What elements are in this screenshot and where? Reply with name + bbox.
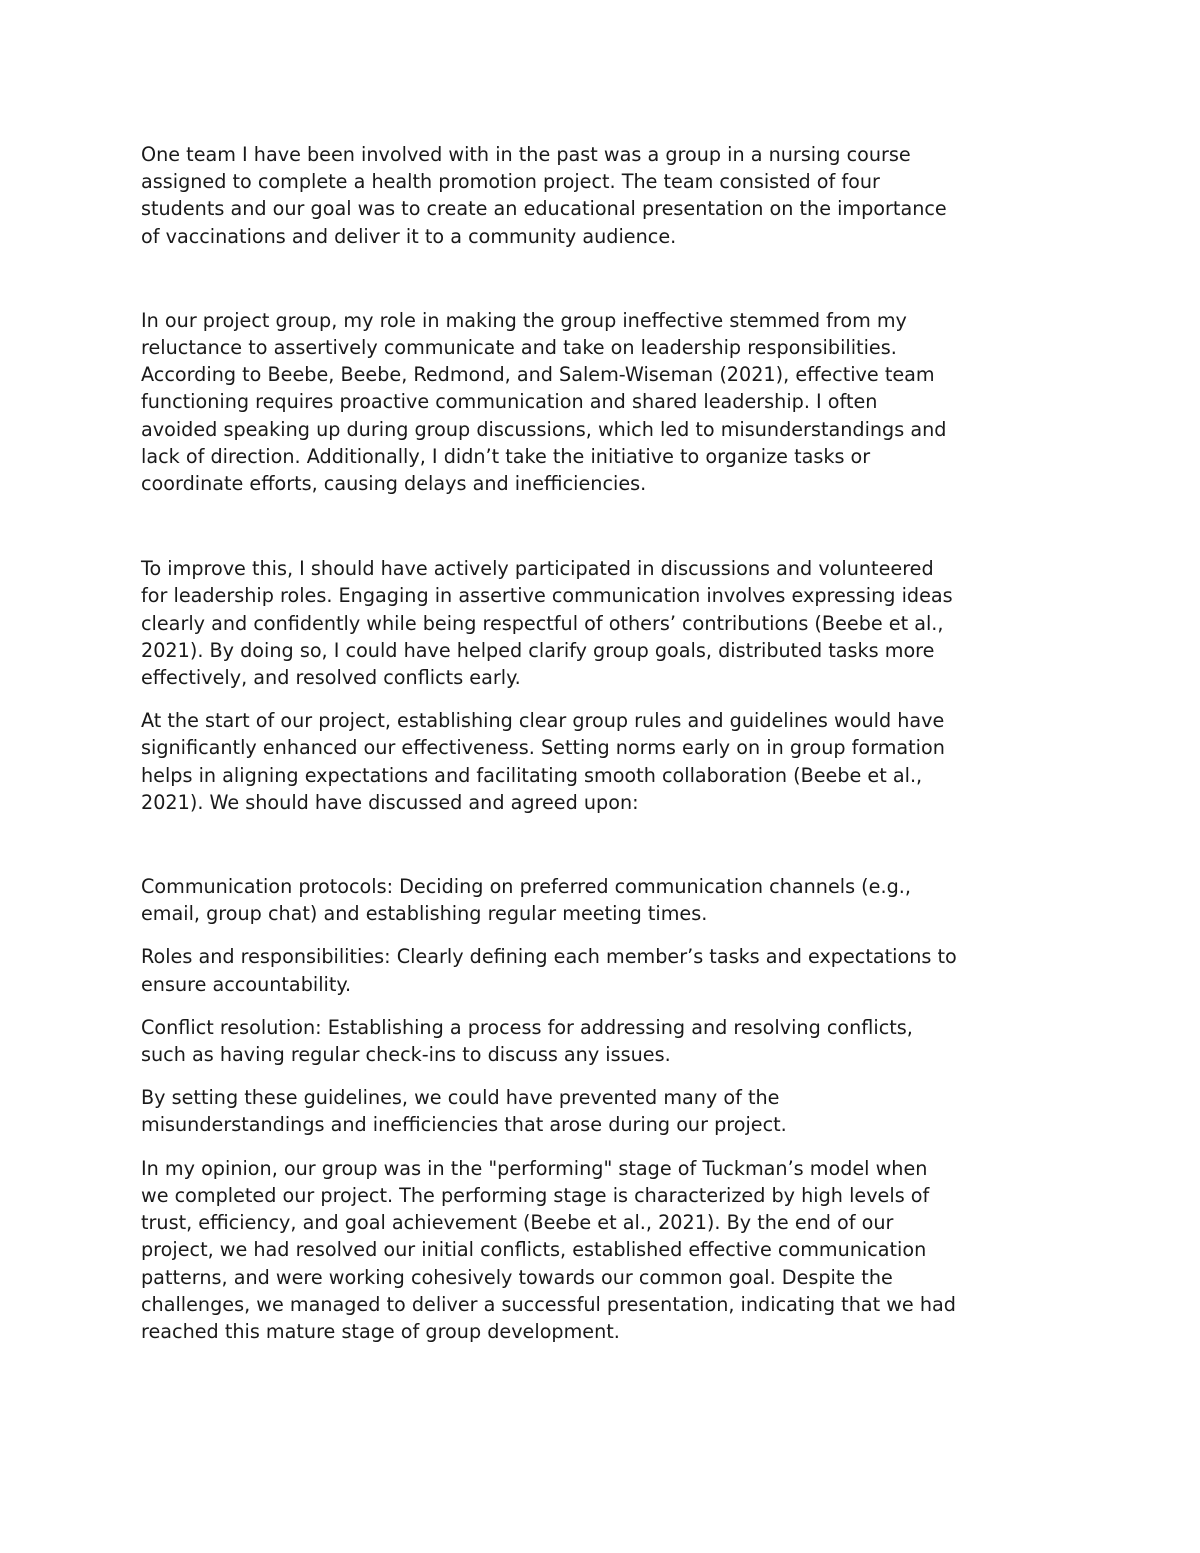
- text-line: for leadership roles. Engaging in assertive communication involves expressing ideas: [141, 584, 953, 608]
- text-line: challenges, we managed to deliver a successful presentation, indicating that we had: [141, 1292, 956, 1316]
- text-line: patterns, and were working cohesively towards our common goal. Despite the: [141, 1265, 893, 1289]
- text-line: email, group chat) and establishing regular meeting times.: [141, 902, 708, 926]
- text-line: misunderstandings and inefficiencies that arose during our project.: [141, 1113, 787, 1137]
- text-line: of vaccinations and deliver it to a community audience.: [141, 224, 677, 248]
- text-line: clearly and confidently while being respectful of others’ contributions (Beebe et al.,: [141, 611, 944, 635]
- paragraph-guidelines-outcome: [141, 1084, 1061, 1138]
- text-line: Communication protocols: Deciding on preferred communication channels (e.g.,: [141, 875, 911, 899]
- paragraph-tuckman-stage: [141, 1155, 1061, 1345]
- text-line: 2021). By doing so, I could have helped clarify group goals, distributed tasks more: [141, 638, 935, 662]
- text-line: reached this mature stage of group development.: [141, 1319, 620, 1343]
- text-line: Conflict resolution: Establishing a process for addressing and resolving conflicts,: [141, 1015, 913, 1039]
- text-line: effectively, and resolved conflicts early.: [141, 666, 521, 690]
- text-line: functioning requires proactive communication and shared leadership. I often: [141, 390, 878, 414]
- text-line: reluctance to assertively communicate and take on leadership responsibilities.: [141, 336, 897, 360]
- paragraph-communication-protocols: [141, 873, 1061, 927]
- paragraph-roles-responsibilities: [141, 943, 1061, 997]
- paragraph-group-rules: [141, 707, 1061, 816]
- text-line: project, we had resolved our initial conflicts, established effective communication: [141, 1238, 927, 1262]
- text-line: trust, efficiency, and goal achievement (Beebe et al., 2021). By the end of our: [141, 1211, 894, 1235]
- text-line: Roles and responsibilities: Clearly defining each member’s tasks and expectations to: [141, 945, 957, 969]
- text-line: ensure accountability.: [141, 972, 352, 996]
- text-line: such as having regular check-ins to discuss any issues.: [141, 1043, 671, 1067]
- text-line: students and our goal was to create an educational presentation on the importance: [141, 197, 947, 221]
- text-line: assigned to complete a health promotion project. The team consisted of four: [141, 170, 880, 194]
- document-body: [141, 141, 1061, 1345]
- text-line: lack of direction. Additionally, I didn’t take the initiative to organize tasks or: [141, 444, 871, 468]
- text-line: In my opinion, our group was in the "performing" stage of Tuckman’s model when: [141, 1156, 928, 1180]
- text-line: By setting these guidelines, we could have prevented many of the: [141, 1086, 780, 1110]
- paragraph-team-description: [141, 141, 1061, 250]
- paragraph-my-role: [141, 307, 1061, 497]
- paragraph-improvement: [141, 555, 1061, 691]
- text-line: we completed our project. The performing stage is characterized by high levels of: [141, 1183, 930, 1207]
- text-line: In our project group, my role in making the group ineffective stemmed from my: [141, 308, 907, 332]
- text-line: significantly enhanced our effectiveness. Setting norms early on in group formation: [141, 736, 945, 760]
- text-line: At the start of our project, establishing clear group rules and guidelines would have: [141, 709, 945, 733]
- paragraph-conflict-resolution: [141, 1014, 1061, 1068]
- text-line: To improve this, I should have actively participated in discussions and volunteered: [141, 557, 934, 581]
- text-line: 2021). We should have discussed and agreed upon:: [141, 790, 639, 814]
- text-line: According to Beebe, Beebe, Redmond, and Salem-Wiseman (2021), effective team: [141, 363, 935, 387]
- text-line: coordinate efforts, causing delays and inefficiencies.: [141, 472, 647, 496]
- text-line: helps in aligning expectations and facilitating smooth collaboration (Beebe et al.,: [141, 763, 923, 787]
- text-line: avoided speaking up during group discussions, which led to misunderstandings and: [141, 417, 947, 441]
- text-line: One team I have been involved with in the past was a group in a nursing course: [141, 143, 911, 166]
